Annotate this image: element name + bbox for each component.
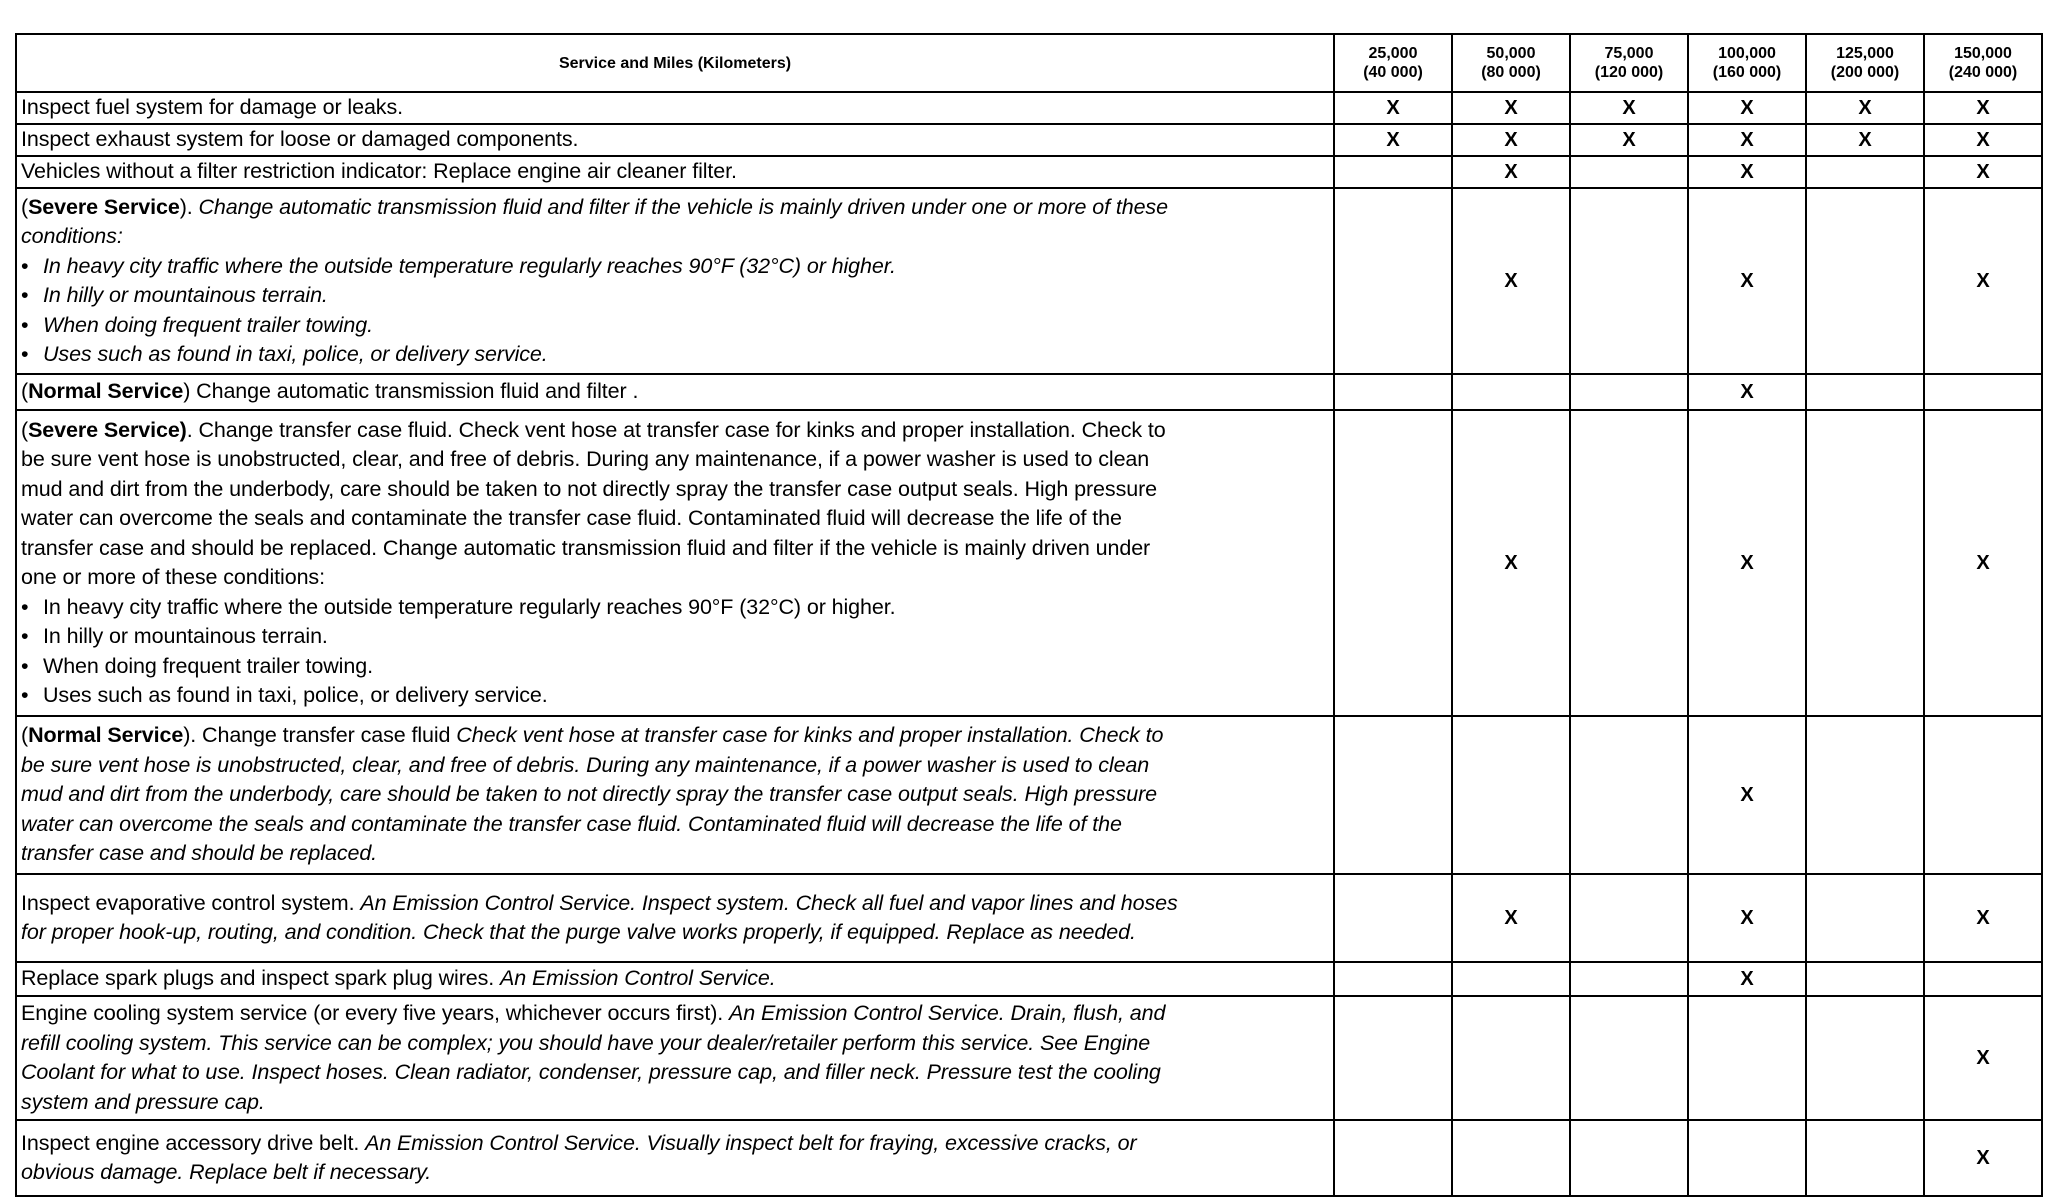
text-segment: In hilly or mountainous terrain. — [43, 624, 328, 648]
text-segment: ( — [21, 723, 29, 748]
description-line — [21, 622, 1330, 652]
interval-cell — [1334, 374, 1452, 410]
table-row — [16, 92, 2042, 124]
bullet: • — [21, 624, 29, 648]
service-mark: X — [1622, 97, 1636, 119]
bullet: • — [21, 253, 29, 278]
text-segment: transfer case and should be replaced. — [21, 841, 378, 866]
service-mark: X — [1504, 270, 1518, 292]
interval-cell — [1806, 874, 1924, 962]
description-line — [21, 222, 1330, 252]
description-line — [21, 999, 1330, 1029]
description-line — [21, 125, 1330, 155]
table-row — [16, 374, 2042, 410]
interval-cell — [1806, 716, 1924, 874]
description-line — [21, 1058, 1330, 1088]
text-segment: Normal Service — [28, 379, 184, 404]
interval-cell — [1570, 124, 1688, 156]
service-mark: X — [1386, 97, 1400, 119]
text-segment: Inspect engine accessory drive belt. — [21, 1130, 366, 1155]
interval-cell — [1334, 716, 1452, 874]
bullet: • — [21, 312, 29, 337]
service-mark: X — [1740, 129, 1754, 151]
interval-cell — [1452, 410, 1570, 716]
service-mark: X — [1504, 97, 1518, 119]
description-line — [21, 721, 1330, 751]
interval-miles: 100,000 — [1718, 45, 1776, 62]
interval-cell — [1334, 874, 1452, 962]
interval-cell — [1806, 124, 1924, 156]
service-mark: X — [1740, 270, 1754, 292]
interval-miles: 150,000 — [1954, 45, 2012, 62]
service-description-cell — [16, 962, 1334, 996]
interval-cell — [1452, 962, 1570, 996]
interval-cell — [1806, 188, 1924, 374]
interval-cell — [1924, 374, 2042, 410]
header-row — [16, 34, 2042, 92]
text-segment: . Change transfer case fluid. Check vent hose at transfer case for kinks and proper installation. Check to — [186, 417, 1166, 442]
interval-miles: 75,000 — [1604, 45, 1654, 62]
interval-cell — [1924, 874, 2042, 962]
description-line — [21, 340, 1330, 370]
service-description-cell — [16, 124, 1334, 156]
text-segment: Inspect exhaust system for loose or damaged components. — [21, 127, 579, 152]
table-row — [16, 962, 2042, 996]
service-mark: X — [1976, 97, 1990, 119]
service-mark: X — [1858, 97, 1872, 119]
service-mark: X — [1976, 161, 1990, 183]
text-segment: In hilly or mountainous terrain. — [43, 283, 328, 307]
interval-cell — [1570, 962, 1688, 996]
interval-cell — [1452, 92, 1570, 124]
interval-cell — [1688, 874, 1806, 962]
bullet: • — [21, 594, 29, 619]
interval-kilometers: (240 000) — [1948, 64, 2018, 81]
interval-column-header — [1924, 34, 2042, 92]
description-line — [21, 1088, 1330, 1118]
interval-cell — [1924, 1120, 2042, 1196]
service-mark: X — [1504, 907, 1518, 929]
service-mark: X — [1976, 270, 1990, 292]
interval-kilometers: (160 000) — [1712, 64, 1782, 81]
interval-cell — [1452, 996, 1570, 1120]
service-mark: X — [1976, 129, 1990, 151]
interval-cell — [1924, 410, 2042, 716]
interval-cell — [1806, 1120, 1924, 1196]
interval-cell — [1570, 874, 1688, 962]
interval-cell — [1452, 374, 1570, 410]
interval-miles: 50,000 — [1486, 45, 1536, 62]
text-segment: mud and dirt from the underbody, care should be taken to not directly spray the transfer case output seals. High pressure — [21, 782, 1157, 807]
text-segment: water can overcome the seals and contaminate the transfer case fluid. Contaminated fluid will decrease the life of the — [21, 811, 1122, 836]
service-description-cell — [16, 996, 1334, 1120]
interval-cell — [1334, 156, 1452, 188]
interval-cell — [1334, 410, 1452, 716]
interval-cell — [1452, 156, 1570, 188]
text-segment: Check vent hose at transfer case for kinks and proper installation. Check to — [456, 723, 1164, 748]
text-segment: refill cooling system. This service can be complex; you should have your dealer/retailer perform this service. See Engine — [21, 1030, 1151, 1055]
text-segment: system and pressure cap. — [21, 1089, 265, 1114]
interval-column-header — [1570, 34, 1688, 92]
interval-cell — [1924, 92, 2042, 124]
description-line — [21, 157, 1330, 187]
text-segment: Severe Service — [28, 194, 180, 219]
interval-cell — [1570, 374, 1688, 410]
description-line — [21, 1129, 1330, 1159]
description-line — [21, 780, 1330, 810]
service-mark: X — [1976, 907, 1990, 929]
interval-kilometers: (40 000) — [1363, 64, 1423, 81]
text-segment: obvious damage. Replace belt if necessary. — [21, 1160, 432, 1184]
text-segment: ( — [21, 379, 29, 404]
service-description-cell — [16, 874, 1334, 962]
interval-cell — [1688, 124, 1806, 156]
description-line — [21, 475, 1330, 505]
description-line — [21, 810, 1330, 840]
text-segment: An Emission Control Service. Drain, flush, and — [729, 1001, 1166, 1025]
interval-cell — [1334, 188, 1452, 374]
description-line — [21, 377, 1330, 407]
interval-cell — [1688, 410, 1806, 716]
bullet: • — [21, 283, 29, 307]
interval-cell — [1806, 962, 1924, 996]
table-row — [16, 996, 2042, 1120]
interval-cell — [1688, 1120, 1806, 1196]
interval-cell — [1688, 188, 1806, 374]
interval-cell — [1924, 996, 2042, 1120]
table-row — [16, 124, 2042, 156]
service-mark: X — [1740, 907, 1754, 929]
description-line — [21, 918, 1330, 948]
text-segment: Severe Service) — [28, 417, 187, 442]
text-segment: ). — [179, 194, 199, 219]
interval-cell — [1688, 156, 1806, 188]
text-segment: water can overcome the seals and contaminate the transfer case fluid. Contaminated fluid will decrease the life of the — [21, 506, 1122, 530]
service-mark: X — [1386, 129, 1400, 151]
interval-kilometers: (80 000) — [1481, 64, 1541, 81]
interval-cell — [1570, 996, 1688, 1120]
service-mark: X — [1740, 552, 1754, 574]
interval-cell — [1688, 92, 1806, 124]
interval-cell — [1688, 374, 1806, 410]
description-line — [21, 281, 1330, 311]
text-segment: Normal Service — [28, 723, 184, 748]
interval-cell — [1806, 156, 1924, 188]
interval-cell — [1570, 92, 1688, 124]
text-segment: In heavy city traffic where the outside temperature regularly reaches 90°F (32°C) or higher. — [43, 594, 896, 619]
text-segment: mud and dirt from the underbody, care should be taken to not directly spray the transfer case output seals. High pressure — [21, 476, 1157, 501]
description-line — [21, 681, 1330, 711]
interval-cell — [1688, 996, 1806, 1120]
interval-cell — [1570, 716, 1688, 874]
service-mark: X — [1504, 552, 1518, 574]
description-line — [21, 534, 1330, 564]
text-segment: ( — [21, 194, 29, 219]
text-segment: ) Change automatic transmission fluid and filter . — [183, 379, 639, 404]
service-mark: X — [1976, 1047, 1990, 1069]
table-body — [16, 92, 2042, 1196]
interval-cell — [1806, 996, 1924, 1120]
text-segment: ( — [21, 417, 29, 442]
interval-cell — [1806, 92, 1924, 124]
service-mark: X — [1504, 161, 1518, 183]
interval-cell — [1452, 716, 1570, 874]
interval-column-header — [1452, 34, 1570, 92]
interval-cell — [1806, 374, 1924, 410]
bullet: • — [21, 683, 29, 707]
description-line — [21, 1029, 1330, 1059]
text-segment: Replace spark plugs and inspect spark plug wires. — [21, 966, 501, 991]
interval-cell — [1924, 716, 2042, 874]
service-mark: X — [1976, 552, 1990, 574]
description-line — [21, 751, 1330, 781]
interval-column-header — [1334, 34, 1452, 92]
description-line — [21, 416, 1330, 446]
text-segment: Change automatic transmission fluid and filter if the vehicle is mainly driven under one or more of these — [198, 194, 1168, 219]
service-description-cell — [16, 156, 1334, 188]
description-line — [21, 839, 1330, 869]
text-segment: be sure vent hose is unobstructed, clear, and free of debris. During any maintenance, if a power washer is used to clean — [21, 447, 1150, 471]
interval-cell — [1924, 124, 2042, 156]
interval-cell — [1452, 124, 1570, 156]
interval-cell — [1334, 1120, 1452, 1196]
interval-column-header — [1806, 34, 1924, 92]
text-segment: conditions: — [21, 224, 123, 248]
description-line — [21, 252, 1330, 282]
text-segment: Engine cooling system service (or every five years, whichever occurs first). — [21, 1001, 730, 1025]
table-row — [16, 874, 2042, 962]
table-row — [16, 716, 2042, 874]
description-line — [21, 93, 1330, 123]
service-mark: X — [1740, 381, 1754, 403]
description-line — [21, 445, 1330, 475]
text-segment: An Emission Control Service. Visually inspect belt for fraying, excessive cracks, or — [365, 1130, 1137, 1155]
table-row — [16, 188, 2042, 374]
interval-cell — [1452, 188, 1570, 374]
text-segment: one or more of these conditions: — [21, 565, 325, 589]
text-segment: Uses such as found in taxi, police, or delivery service. — [43, 683, 548, 707]
text-segment: Inspect evaporative control system. — [21, 890, 361, 915]
text-segment: When doing frequent trailer towing. — [43, 312, 373, 337]
text-segment: An Emission Control Service. Inspect system. Check all fuel and vapor lines and hoses — [360, 890, 1178, 915]
interval-kilometers: (120 000) — [1594, 64, 1664, 81]
service-description-cell — [16, 92, 1334, 124]
interval-cell — [1570, 156, 1688, 188]
interval-cell — [1924, 156, 2042, 188]
service-description-cell — [16, 374, 1334, 410]
interval-cell — [1688, 716, 1806, 874]
table-row — [16, 1120, 2042, 1196]
text-segment: be sure vent hose is unobstructed, clear, and free of debris. During any maintenance, if a power washer is used to clean — [21, 752, 1150, 777]
service-description-cell — [16, 410, 1334, 716]
interval-cell — [1924, 962, 2042, 996]
text-segment: An Emission Control Service. — [500, 966, 776, 991]
text-segment: ). Change transfer case fluid — [183, 723, 457, 748]
interval-cell — [1334, 962, 1452, 996]
text-segment: transfer case and should be replaced. Change automatic transmission fluid and filter if the vehicle is mainly driven under — [21, 535, 1151, 560]
service-description-cell — [16, 716, 1334, 874]
interval-miles: 25,000 — [1368, 45, 1418, 62]
interval-cell — [1806, 410, 1924, 716]
interval-kilometers: (200 000) — [1830, 64, 1900, 81]
text-segment: Uses such as found in taxi, police, or delivery service. — [43, 342, 548, 366]
description-line — [21, 311, 1330, 341]
description-line — [21, 652, 1330, 682]
text-segment: for proper hook-up, routing, and condition. Check that the purge valve works properly, if equipped. Replace as needed. — [21, 920, 1136, 944]
text-segment: Inspect fuel system for damage or leaks. — [21, 95, 403, 120]
service-mark: X — [1740, 97, 1754, 119]
interval-cell — [1452, 874, 1570, 962]
table-row — [16, 410, 2042, 716]
text-segment: When doing frequent trailer towing. — [43, 653, 373, 678]
description-line — [21, 193, 1330, 223]
service-mark: X — [1740, 968, 1754, 990]
service-description-cell — [16, 1120, 1334, 1196]
bullet: • — [21, 653, 29, 678]
description-line — [21, 964, 1330, 994]
bullet: • — [21, 342, 29, 366]
description-line — [21, 504, 1330, 534]
text-segment: Coolant for what to use. Inspect hoses. Clean radiator, condenser, pressure cap, and filler neck. Pressure test the cooling — [21, 1060, 1161, 1084]
description-line — [21, 563, 1330, 593]
interval-cell — [1924, 188, 2042, 374]
table-row — [16, 156, 2042, 188]
service-description-cell — [16, 188, 1334, 374]
interval-miles: 125,000 — [1836, 45, 1894, 62]
interval-cell — [1452, 1120, 1570, 1196]
service-mark: X — [1740, 784, 1754, 806]
text-segment: In heavy city traffic where the outside temperature regularly reaches 90°F (32°C) or higher. — [43, 253, 896, 278]
interval-cell — [1334, 996, 1452, 1120]
service-mark: X — [1622, 129, 1636, 151]
service-column-header: Service and Miles (Kilometers) — [16, 34, 1334, 92]
description-line — [21, 1158, 1330, 1188]
interval-column-header — [1688, 34, 1806, 92]
interval-cell — [1688, 962, 1806, 996]
interval-cell — [1334, 92, 1452, 124]
description-line — [21, 593, 1330, 623]
service-mark: X — [1504, 129, 1518, 151]
maintenance-schedule-table — [15, 33, 2043, 1197]
interval-cell — [1570, 410, 1688, 716]
interval-cell — [1570, 188, 1688, 374]
interval-cell — [1570, 1120, 1688, 1196]
service-mark: X — [1976, 1147, 1990, 1169]
description-line — [21, 889, 1330, 919]
service-mark: X — [1740, 161, 1754, 183]
text-segment: Vehicles without a filter restriction indicator: Replace engine air cleaner filter. — [21, 159, 737, 184]
service-mark: X — [1858, 129, 1872, 151]
interval-cell — [1334, 124, 1452, 156]
